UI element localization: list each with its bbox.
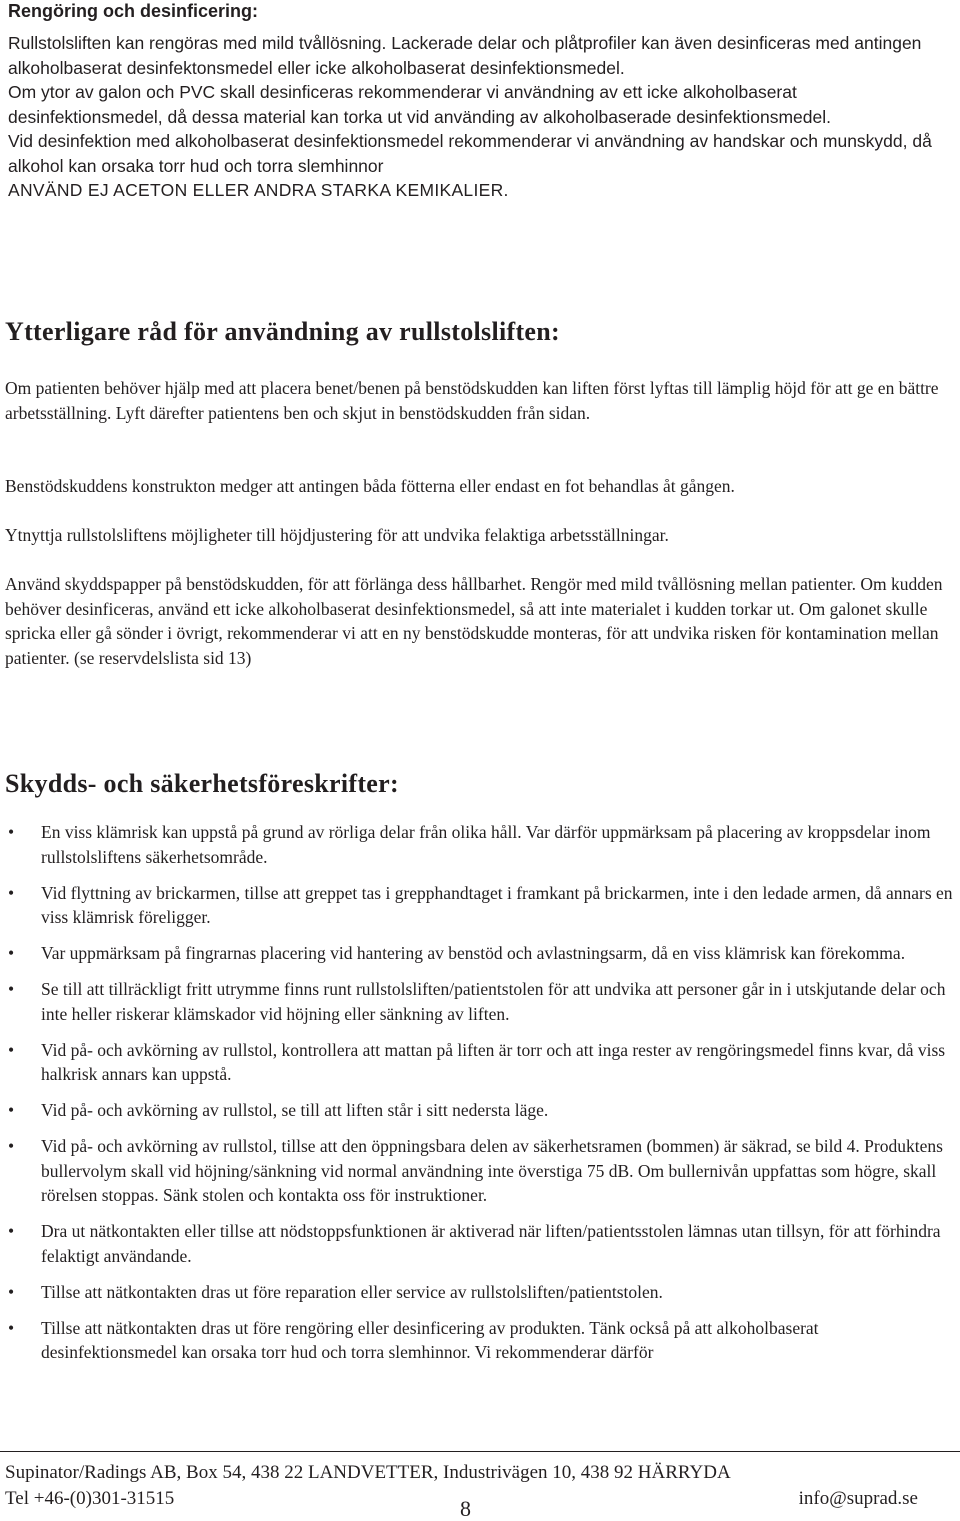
list-item-text: Var uppmärksam på fingrarnas placering vid hantering av benstöd och avlastningsarm, då en viss klämrisk kan förekomma. — [41, 943, 906, 963]
list-item-text: Se till att tillräckligt fritt utrymme finns runt rullstolsliften/patientstolen för att undvika att personer går in i utskjutande delar och inte heller riskerar klämskador vid höjning eller sänkning av liften. — [41, 979, 946, 1024]
bullet-icon: • — [8, 1136, 15, 1156]
bullet-icon: • — [8, 822, 15, 842]
advice-paragraph: Om patienten behöver hjälp med att placera benet/benen på benstödskudden kan liften först lyftas till lämplig höjd för att ge en bättre arbetsställning. Lyft därefter patientens ben och skjut in benstödskudden från sidan. — [5, 378, 939, 423]
cleaning-paragraph: Vid desinfektion med alkoholbaserat desinfektionsmedel rekommenderar vi användning av handskar och munskydd, då alkohol kan orsaka torr hud och torra slemhinnor — [8, 131, 932, 176]
bullet-icon: • — [8, 882, 15, 903]
safety-heading: Skydds- och säkerhetsföreskrifter: — [5, 769, 399, 798]
list-item — [0, 1280, 956, 1305]
bullet-icon: • — [8, 1039, 15, 1060]
list-item-text: Vid flyttning av brickarmen, tillse att greppet tas i grepphandtaget i framkant på brickarmen, inte i den ledade armen, då annars en viss klämrisk föreligger. — [41, 882, 953, 927]
list-item — [0, 1219, 956, 1268]
list-item — [0, 820, 956, 869]
list-item — [0, 1098, 956, 1123]
list-item — [0, 977, 956, 1026]
bullet-icon: • — [8, 1281, 15, 1302]
list-item-text: Dra ut nätkontakten eller tillse att nödstoppsfunktionen är aktiverad när liften/patientsstolen lämnas utan tillsyn, för att förhindra felaktigt användande. — [41, 1221, 941, 1266]
list-item-text: Vid på- och avkörning av rullstol, kontrollera att mattan på liften är torr och att inga rester av rengöringsmedel finns kvar, då viss halkrisk annars kan uppstå. — [41, 1039, 946, 1084]
bullet-icon: • — [8, 979, 15, 999]
advice-paragraph: Ytnyttja rullstolsliftens möjligheter till höjdjustering för att undvika felaktiga arbetsställningar. — [5, 525, 669, 545]
safety-list — [0, 820, 960, 1376]
cleaning-section — [8, 31, 956, 203]
page-number: 8 — [460, 1496, 471, 1521]
list-item — [0, 941, 956, 966]
list-item — [0, 1134, 956, 1208]
list-item-text: Tillse att nätkontakten dras ut före rengöring eller desinficering av produkten. Tänk också på att alkoholbaserat desinfektionsmedel kan orsaka torr hud och torra slemhinnor. Vi rekommenderar därför — [41, 1317, 819, 1362]
footer-email: info@suprad.se — [798, 1488, 918, 1509]
bullet-icon: • — [8, 943, 15, 963]
advice-heading: Ytterligare råd för användning av rullstolsliften: — [5, 317, 560, 346]
bullet-icon: • — [8, 1100, 15, 1120]
list-item-text: Vid på- och avkörning av rullstol, se till att liften står i sitt nedersta läge. — [41, 1100, 549, 1120]
list-item-text: Vid på- och avkörning av rullstol, tillse att den öppningsbara delen av säkerhetsramen (bommen) är säkrad, se bild 4. Produktens bullervolym skall vid höjning/sänkning vid normal användning inte överstiga 75 dB. Om bullernivån uppfattas som högre, skall rörelsen stoppas. Sänk stolen och kontakta oss för instruktioner. — [41, 1136, 943, 1205]
cleaning-heading: Rengöring och desinficering: — [8, 1, 259, 21]
footer-divider — [0, 1451, 960, 1452]
cleaning-paragraph: Om ytor av galon och PVC skall desinficeras rekommenderar vi användning av ett icke alkoholbaserat desinfektionsmedel, då dessa material kan torka ut vid använding av alkoholbaserade desinfektionsmedel. — [8, 82, 831, 127]
list-item-text: En viss klämrisk kan uppstå på grund av rörliga delar från olika håll. Var därför uppmärksam på placering av kroppsdelar inom rullstolsliftens säkerhetsområde. — [41, 822, 931, 867]
advice-paragraph: Benstödskuddens konstrukton medger att antingen båda fötterna eller endast en fot behandlas åt gången. — [5, 476, 735, 496]
list-item — [0, 1038, 956, 1087]
footer-phone: Tel +46-(0)301-31515 — [5, 1488, 175, 1509]
bullet-icon: • — [8, 1317, 15, 1338]
bullet-icon: • — [8, 1221, 15, 1241]
list-item — [0, 1316, 956, 1365]
advice-paragraph: Använd skyddspapper på benstödskudden, för att förlänga dess hållbarhet. Rengör med mild tvållösning mellan patienter. Om kudden behöver desinficeras, använd ett icke alkoholbaserat desinfektionsmedel, så att inte materialet i kudden torkar ut. Om galonet skulle spricka eller gå sönder i övrigt, rekommenderar vi att en ny benstödskudde monteras, för att undvika risken för kontamination mellan patienter. (se reservdelslista sid 13) — [5, 574, 943, 668]
cleaning-paragraph: Rullstolsliften kan rengöras med mild tvållösning. Lackerade delar och plåtprofiler kan även desinficeras med antingen alkoholbaserat desinfektonsmedel eller icke alkoholbaserat desinfektionsmedel. — [8, 33, 922, 78]
cleaning-warning: ANVÄND EJ ACETON ELLER ANDRA STARKA KEMIKALIER. — [8, 180, 509, 200]
footer-address: Supinator/Radings AB, Box 54, 438 22 LANDVETTER, Industrivägen 10, 438 92 HÄRRYDA — [5, 1462, 731, 1483]
list-item-text: Tillse att nätkontakten dras ut före reparation eller service av rullstolsliften/patientstolen. — [41, 1281, 663, 1302]
list-item — [0, 881, 956, 930]
